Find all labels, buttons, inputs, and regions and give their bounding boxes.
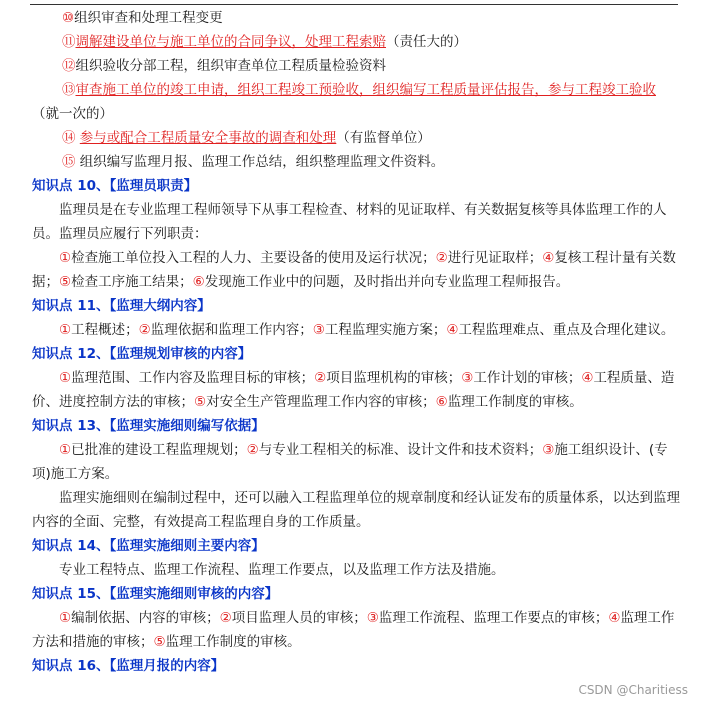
item-number: ⑤ (153, 634, 166, 650)
item-note: （有监督单位） (336, 130, 431, 146)
item-highlight: 审查施工单位的竣工申请，组织工程竣工预验收，组织编写工程质量评估报告，参与工程竣工验收 (75, 82, 656, 98)
heading-k12: 知识点 12、【监理规划审核的内容】 (32, 346, 252, 362)
item-text: 发现施工作业中的问题，及时指出并向专业监理工程师报告。 (204, 274, 570, 290)
item-number: ④ (446, 322, 459, 338)
item-text: 检查工序施工结果； (71, 274, 193, 290)
item-number: ② (219, 610, 232, 626)
item-highlight: 参与或配合工程质量安全事故的调查和处理 (79, 130, 337, 146)
item-text: 项目监理人员的审核； (231, 610, 367, 626)
top-divider (30, 4, 678, 5)
item-text: 监理工作制度的审核。 (447, 394, 583, 410)
item-number: ⑫ (62, 58, 76, 74)
list-item-10 (32, 6, 680, 30)
item-text: 监理工作制度的审核。 (165, 634, 301, 650)
item-text: 工程监理难点、重点及合理化建议。 (458, 322, 675, 338)
item-number: ④ (581, 370, 594, 386)
item-text: 监理依据和监理工作内容； (150, 322, 313, 338)
item-number: ③ (366, 610, 379, 626)
item-number: ⑤ (194, 394, 207, 410)
list-item-13 (32, 78, 680, 102)
item-text: 组织审查和处理工程变更 (74, 10, 223, 26)
heading-k15: 知识点 15、【监理实施细则审核的内容】 (32, 586, 279, 602)
item-text: 监理工作流程、监理工作要点的审核； (378, 610, 609, 626)
item-text: 工程质量、造价、进度控制方法的审核； (32, 370, 675, 410)
item-text: 组织验收分部工程，组织审查单位工程质量检验资料 (75, 58, 386, 74)
item-note: （责任大的） (386, 34, 467, 50)
item-number: ⑮ (62, 154, 76, 170)
list-item-14 (32, 126, 680, 150)
heading-k11: 知识点 11、【监理大纲内容】 (32, 298, 211, 314)
document-body (32, 6, 680, 678)
item-number: ① (59, 370, 72, 386)
heading-k16: 知识点 16、【监理月报的内容】 (32, 658, 225, 674)
paragraph-k11 (32, 318, 680, 342)
item-text: 进行见证取样； (447, 250, 543, 266)
item-text: 工作计划的审核； (473, 370, 582, 386)
list-item-15 (32, 150, 680, 174)
item-number: ⑭ (62, 130, 76, 146)
heading-k14: 知识点 14、【监理实施细则主要内容】 (32, 538, 265, 554)
item-text: 施工组织设计、(专项)施工方案。 (32, 442, 668, 482)
item-text: 监理工作方法和措施的审核； (32, 610, 675, 650)
list-item-12 (32, 54, 680, 78)
item-number: ④ (608, 610, 621, 626)
watermark: CSDN @Charitiess (578, 683, 688, 697)
paragraph-k15 (32, 606, 680, 654)
item-number: ① (59, 322, 72, 338)
item-text: 与专业工程相关的标准、设计文件和技术资料； (258, 442, 543, 458)
paragraph-k10-duties (32, 246, 680, 294)
item-number: ④ (542, 250, 555, 266)
item-number: ⑥ (192, 274, 205, 290)
item-number: ③ (461, 370, 474, 386)
list-item-11 (32, 30, 680, 54)
item-number: ③ (542, 442, 555, 458)
item-number: ① (59, 610, 72, 626)
item-text: 监理范围、工作内容及监理目标的审核； (71, 370, 315, 386)
item-number: ⑩ (62, 10, 75, 26)
item-text: 编制依据、内容的审核； (71, 610, 220, 626)
item-note: （就一次的） (32, 106, 113, 122)
paragraph-k13-note: 监理实施细则在编制过程中，还可以融入工程监理单位的规章制度和经认证发布的质量体系，以达到监理内容的全面、完整，有效提高工程监理自身的工作质量。 (32, 490, 680, 530)
item-number: ② (138, 322, 151, 338)
item-highlight: 调解建设单位与施工单位的合同争议，处理工程索赔 (75, 34, 386, 50)
item-text: 复核工程计量有关数据； (32, 250, 676, 290)
item-text: 对安全生产管理监理工作内容的审核； (206, 394, 436, 410)
paragraph-k12 (32, 366, 680, 414)
paragraph-k14: 专业工程特点、监理工作流程、监理工作要点，以及监理工作方法及措施。 (59, 562, 505, 578)
item-text: 工程监理实施方案； (324, 322, 447, 338)
item-text: 已批准的建设工程监理规划； (71, 442, 247, 458)
item-number: ⑤ (59, 274, 72, 290)
item-number: ① (59, 250, 72, 266)
item-number: ⑥ (435, 394, 448, 410)
item-number: ③ (312, 322, 325, 338)
item-number: ⑬ (62, 82, 76, 98)
item-number: ① (59, 442, 72, 458)
paragraph-k10-intro: 监理员是在专业监理工程师领导下从事工程检查、材料的见证取样、有关数据复核等具体监理工作的人员。监理员应履行下列职责： (32, 202, 667, 242)
item-text: 组织编写监理月报、监理工作总结，组织整理监理文件资料。 (79, 154, 445, 170)
item-text: 工程概述； (71, 322, 139, 338)
paragraph-k13-basis (32, 438, 680, 486)
item-number: ② (246, 442, 259, 458)
item-text: 项目监理机构的审核； (326, 370, 462, 386)
item-text: 检查施工单位投入工程的人力、主要设备的使用及运行状况； (71, 250, 436, 266)
item-number: ② (435, 250, 448, 266)
item-number: ② (314, 370, 327, 386)
heading-k10: 知识点 10、【监理员职责】 (32, 178, 198, 194)
list-item-13-note (32, 102, 680, 126)
item-number: ⑪ (62, 34, 76, 50)
heading-k13: 知识点 13、【监理实施细则编写依据】 (32, 418, 265, 434)
